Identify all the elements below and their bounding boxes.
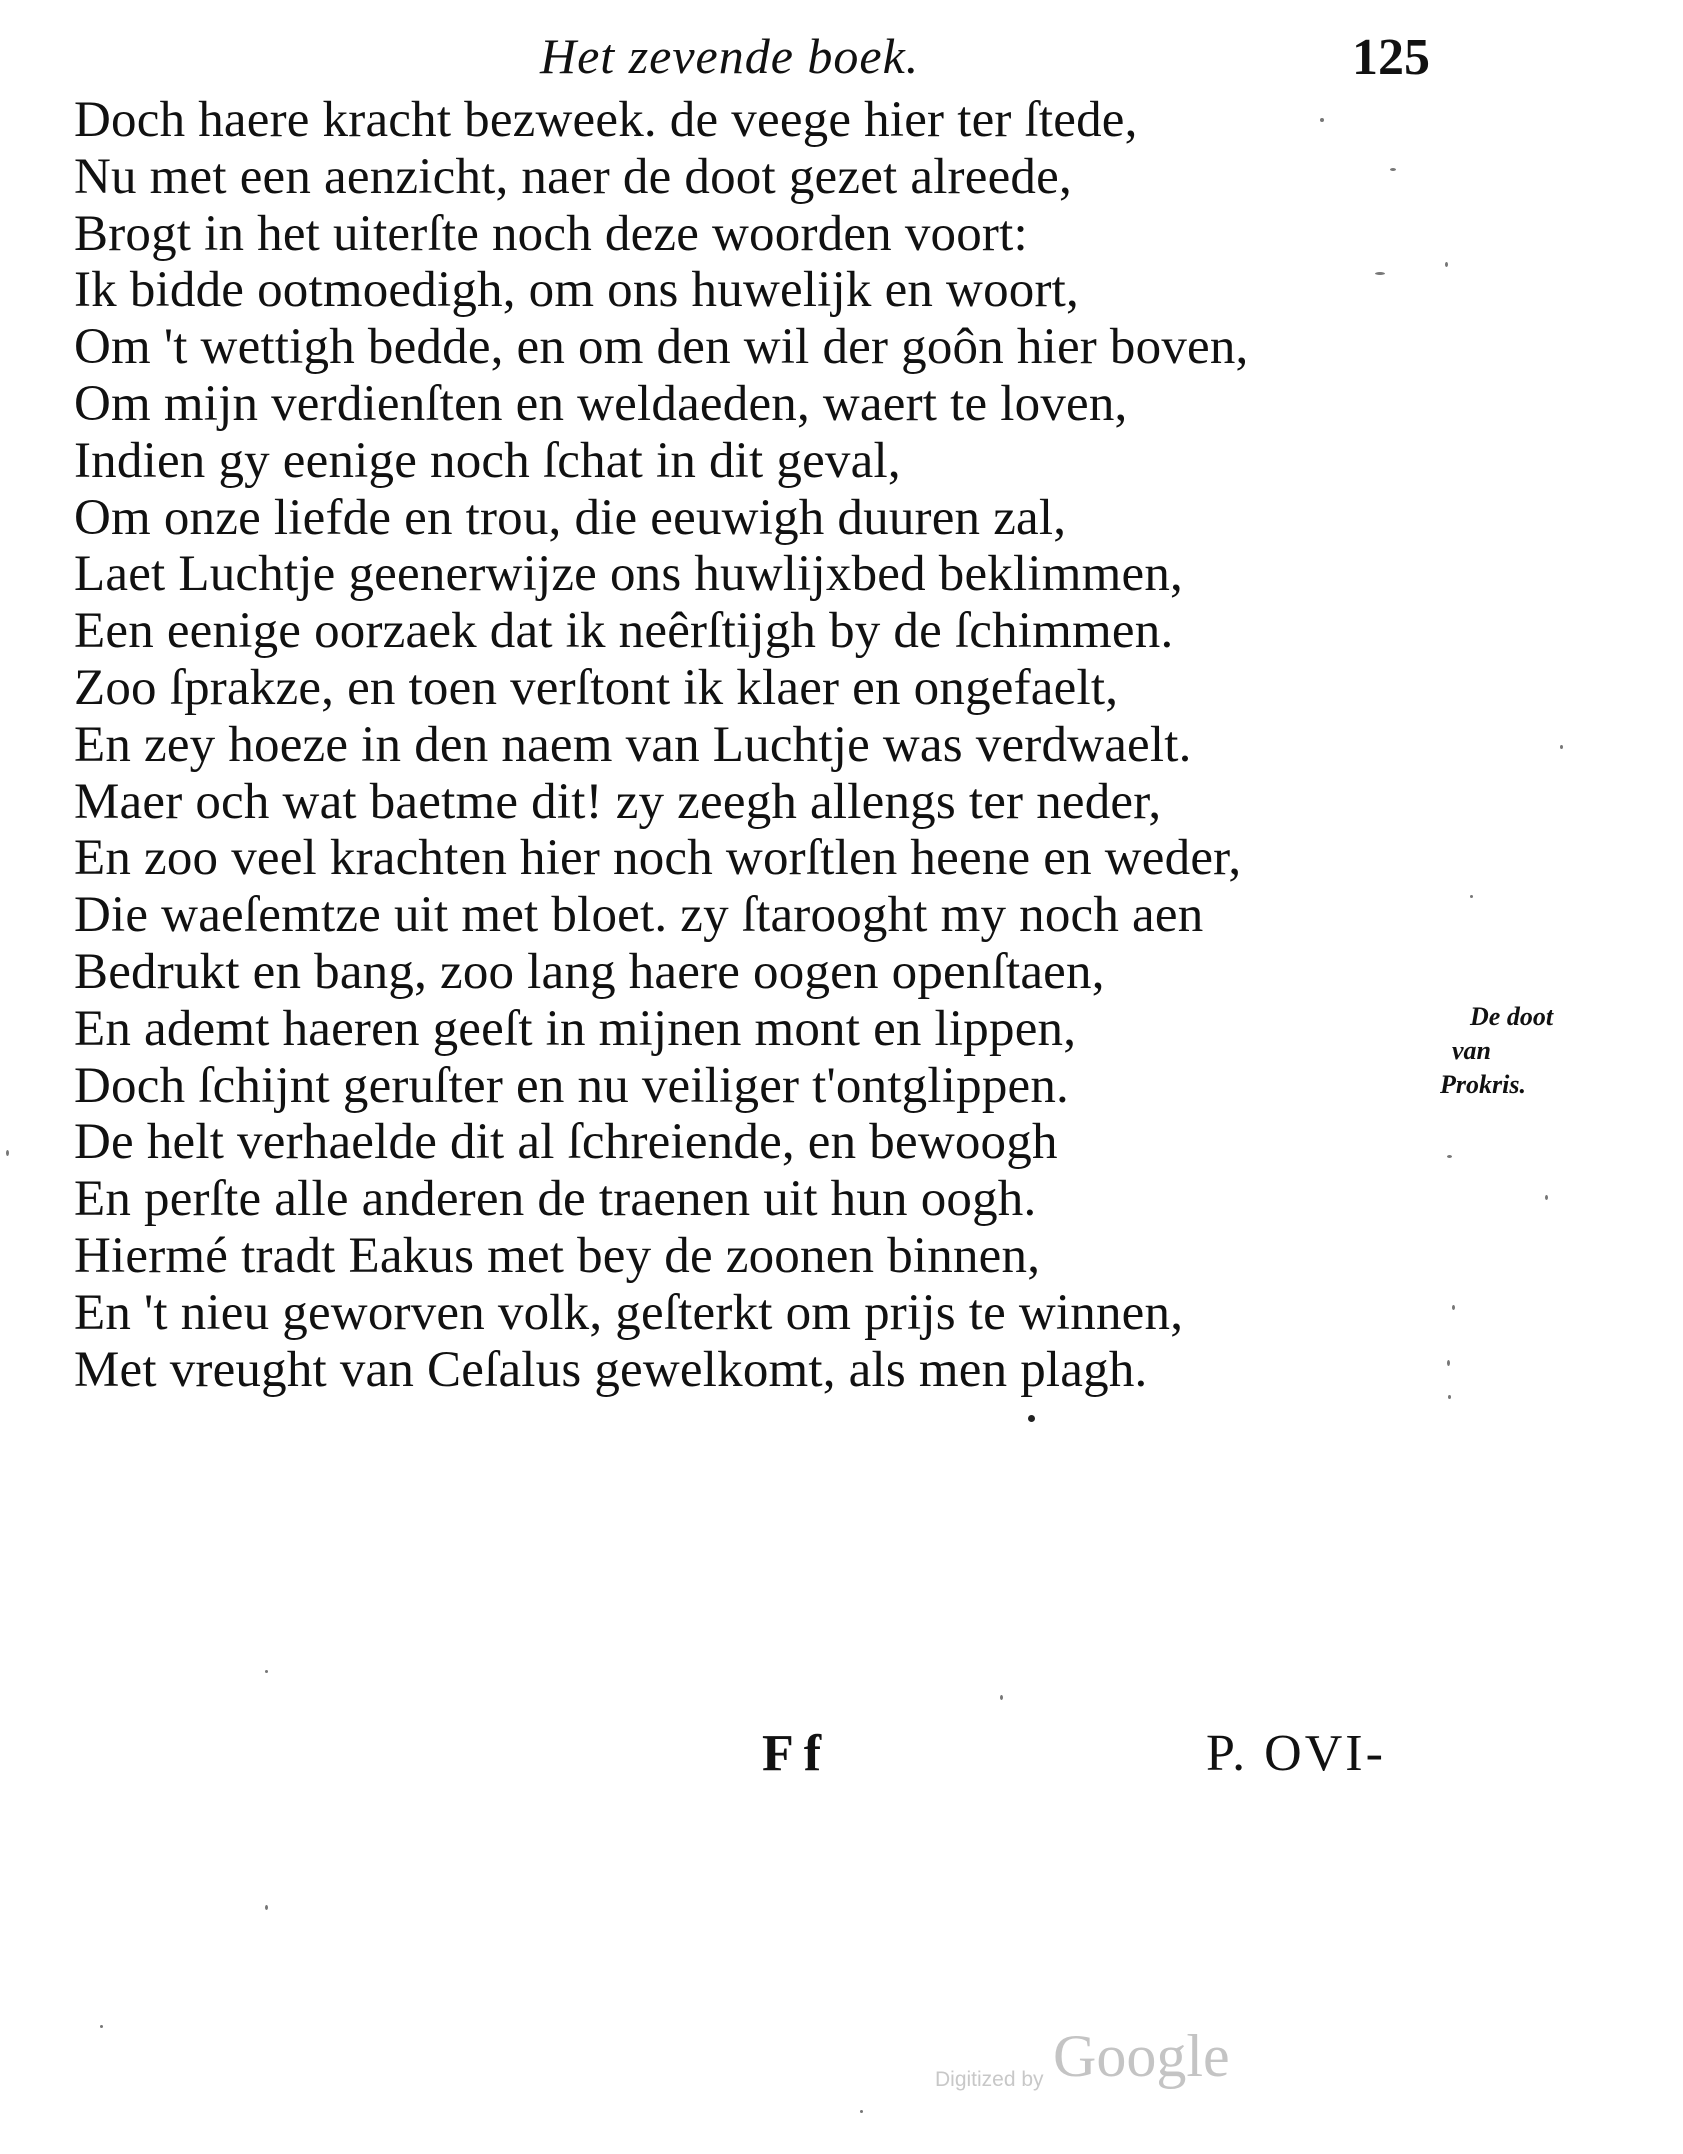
scan-speck	[265, 1670, 268, 1673]
verse-line: Met vreught van Ceſalus gewelkomt, als men plagh.	[74, 1341, 1148, 1398]
scan-speck	[100, 2025, 103, 2028]
verse-line: En zoo veel krachten hier noch worſtlen heene en weder,	[74, 830, 1242, 887]
verse-line: Om onze liefde en trou, die eeuwigh duuren zal,	[74, 489, 1067, 546]
google-logo	[1049, 2022, 1259, 2092]
verse-line: Doch haere kracht bezweek. de veege hier ter ſtede,	[74, 92, 1138, 148]
verse-line: En zey hoeze in den naem van Luchtje was verdwaelt.	[74, 716, 1192, 773]
verse-block	[74, 92, 1434, 1398]
ornament-dot	[1028, 1415, 1035, 1422]
verse-line: Ik bidde ootmoedigh, om ons huwelijk en woort,	[74, 262, 1079, 319]
verse-line: Indien gy eenige noch ſchat in dit geval,	[74, 432, 901, 489]
verse-line: Om 't wettigh bedde, en om den wil der goôn hier boven,	[74, 319, 1249, 376]
verse-line: Die waeſemtze uit met bloet. zy ſtarooght my noch aen	[74, 887, 1204, 944]
verse-line: Brogt in het uiterſte noch deze woorden voort:	[74, 205, 1028, 262]
page-number: 125	[1352, 29, 1430, 86]
verse-line: Om mijn verdienſten en weldaeden, waert te loven,	[74, 375, 1128, 432]
scan-speck	[1560, 745, 1563, 749]
scan-speck	[1445, 262, 1448, 267]
verse-line: Nu met een aenzicht, naer de doot gezet alreede,	[74, 148, 1072, 205]
scan-speck	[1447, 1360, 1450, 1366]
marginal-note-line: De doot	[1470, 1002, 1554, 1031]
scan-speck	[1320, 118, 1324, 122]
digitized-watermark	[935, 2022, 1259, 2096]
signature-mark: Ff	[762, 1725, 832, 1782]
verse-line: Doch ſchijnt geruſter en nu veiliger t'ontglippen.	[74, 1057, 1070, 1114]
marginal-note-line: Prokris.	[1440, 1070, 1526, 1099]
scan-speck	[1545, 1195, 1548, 1200]
verse-line: Maer och wat baetme dit! zy zeegh allengs ter neder,	[74, 773, 1162, 830]
scan-speck	[860, 2110, 863, 2113]
verse-line: En ademt haeren geeſt in mijnen mont en lippen,	[74, 1000, 1077, 1057]
verse-line: En 't nieu geworven volk, geſterkt om prijs te winnen,	[74, 1284, 1184, 1341]
scan-speck	[265, 1905, 268, 1910]
google-logo-text: Google	[1052, 2023, 1230, 2089]
verse-line: Zoo ſprakze, en toen verſtont ik klaer en ongefaelt,	[74, 659, 1119, 716]
verse-line: En perſte alle anderen de traenen uit hun oogh.	[74, 1171, 1037, 1228]
scan-speck	[6, 1150, 9, 1156]
marginal-note	[1440, 1000, 1590, 1102]
scan-speck	[1447, 1155, 1452, 1158]
marginal-note-line: van	[1452, 1036, 1491, 1065]
scan-speck	[1470, 895, 1473, 898]
verse-line: Een eenige oorzaek dat ik neêrſtijgh by de ſchimmen.	[74, 603, 1174, 660]
running-head: Het zevende boek.	[540, 28, 920, 84]
scan-speck	[1452, 1305, 1455, 1310]
scan-speck	[1390, 168, 1396, 171]
watermark-prefix: Digitized by	[935, 2068, 1044, 2091]
verse-line: Bedrukt en bang, zoo lang haere oogen openſtaen,	[74, 943, 1105, 1000]
scan-speck	[1375, 272, 1385, 275]
verse-line: Hiermé tradt Eakus met bey de zoonen binnen,	[74, 1227, 1041, 1284]
scan-speck	[1000, 1695, 1003, 1700]
catchword: P. OVI-	[1206, 1725, 1386, 1782]
scan-speck	[1448, 1395, 1451, 1399]
verse-line: De helt verhaelde dit al ſchreiende, en bewoogh	[74, 1114, 1058, 1171]
verse-line: Laet Luchtje geenerwijze ons huwlijxbed beklimmen,	[74, 546, 1183, 603]
